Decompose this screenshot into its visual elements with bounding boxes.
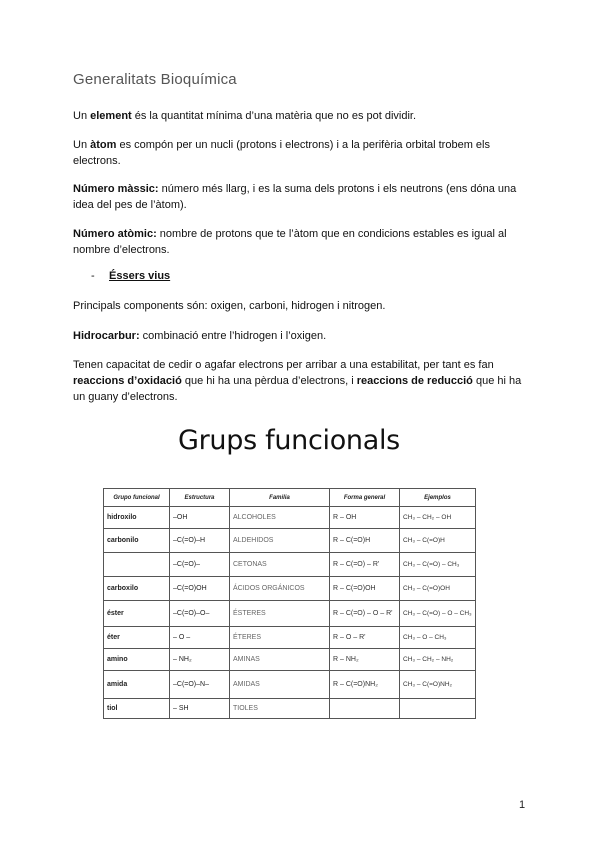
- paragraph-mass-number: Número màssic: número més llarg, i es la suma dels protons i els neutrons (ens dóna una idea del pes de l’àtom).: [73, 183, 517, 211]
- term-atomic-number: Número atòmic:: [73, 228, 157, 240]
- bullet-mark: -: [91, 270, 95, 282]
- term-mass-number: Número màssic:: [73, 183, 159, 195]
- paragraph-components: Principals components són: oxigen, carboni, hidrogen i nitrogen.: [73, 300, 386, 312]
- header-familia: Familia: [230, 489, 330, 507]
- table-row: éster –C(=O)–O– ÉSTERES R – C(=O) – O – R' CH₃ – C(=O) – O – CH₃: [104, 601, 476, 627]
- term-reduction: reaccions de reducció: [356, 375, 473, 387]
- header-forma: Forma general: [330, 489, 400, 507]
- paragraph-element: Un element és la quantitat mínima d’una matèria que no es pot dividir.: [73, 110, 417, 122]
- term-oxidation: reaccions d’oxidació: [73, 375, 182, 387]
- table-row: hidroxilo –OH ALCOHOLES R – OH CH₃ – CH₂ – OH: [104, 507, 476, 529]
- header-estructura: Estructura: [170, 489, 230, 507]
- section-heading-living-beings: Éssers vius: [109, 270, 171, 282]
- table-row: carboxilo –C(=O)OH ÁCIDOS ORGÁNICOS R – C(=O)OH CH₃ – C(=O)OH: [104, 577, 476, 601]
- term-atom: àtom: [90, 139, 117, 151]
- paragraph-hydrocarbon: Hidrocarbur: combinació entre l’hidrogen i l’oxigen.: [73, 330, 327, 342]
- functional-groups-table: [103, 488, 476, 719]
- figure-title: Grups funcionals: [178, 425, 400, 456]
- document-title: Generalitats Bioquímica: [73, 71, 237, 88]
- paragraph-redox: Tenen capacitat de cedir o agafar electrons per arribar a una estabilitat, per tant es fan reaccions d’oxidació que hi ha una pèrdua d’electrons, i reaccions de reducció que hi ha un guany d’electrons.: [73, 359, 522, 403]
- term-hydrocarbon: Hidrocarbur:: [73, 330, 140, 342]
- header-ejemplos: Ejemplos: [400, 489, 476, 507]
- table-row: tiol – SH TIOLES: [104, 699, 476, 719]
- table-row: amida –C(=O)–N– AMIDAS R – C(=O)NH₂ CH₃ – C(=O)NH₂: [104, 671, 476, 699]
- table-row: –C(=O)– CETONAS R – C(=O) – R' CH₃ – C(=O) – CH₃: [104, 553, 476, 577]
- paragraph-atom: Un àtom es compón per un nucli (protons i electrons) i a la perifèria orbital trobem els electrons.: [73, 139, 490, 167]
- header-grupo: Grupo funcional: [104, 489, 170, 507]
- paragraph-atomic-number: Número atòmic: nombre de protons que te l’àtom que en condicions estables es igual al nombre d’electrons.: [73, 228, 507, 256]
- table-header-row: [104, 489, 476, 507]
- table-row: amino – NH₂ AMINAS R – NH₂ CH₃ – CH₂ – NH₂: [104, 649, 476, 671]
- term-element: element: [90, 110, 132, 122]
- table-row: carbonilo –C(=O)–H ALDEHIDOS R – C(=O)H CH₃ – C(=O)H: [104, 529, 476, 553]
- table-row: éter – O – ÉTERES R – O – R' CH₃ – O – CH₃: [104, 627, 476, 649]
- page-number: 1: [519, 799, 526, 811]
